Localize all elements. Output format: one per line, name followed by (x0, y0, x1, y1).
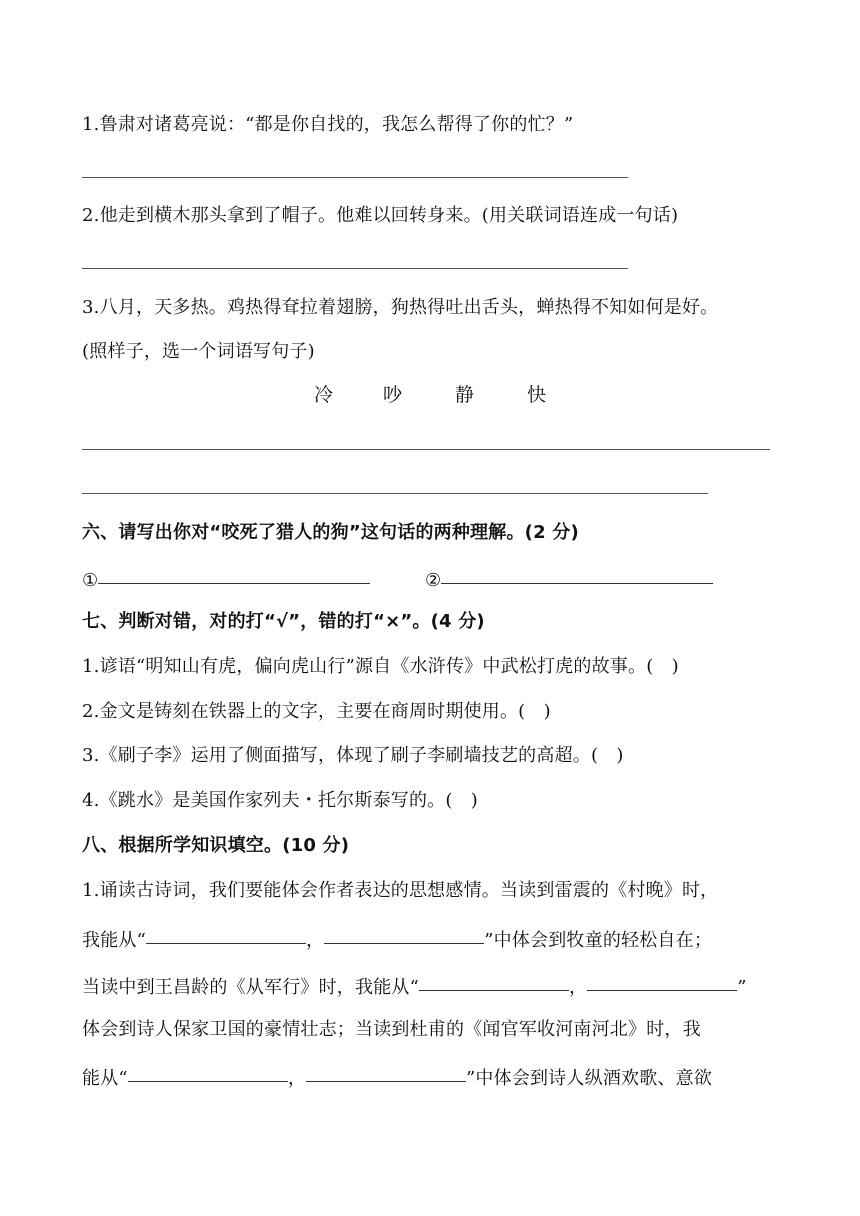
answer-line-5-2[interactable] (82, 268, 628, 269)
interpretation-2-blank[interactable] (441, 563, 713, 584)
judgment-item (82, 743, 624, 769)
section-6-heading: 六、请写出你对“咬死了猎人的狗”这句话的两种理解。(2 分) (82, 522, 579, 543)
poem-blank[interactable] (324, 923, 484, 944)
judgment-item-text: 4.《跳水》是美国作家列夫・托尔斯泰写的。 (82, 790, 446, 811)
word-choice: 吵 (383, 384, 403, 406)
fill-text: 能从“ (82, 1068, 128, 1089)
word-choice: 快 (527, 384, 547, 406)
fill-text: ， (287, 1068, 307, 1089)
fill-text: ” (737, 977, 747, 998)
question-5-3-line2: (照样子，选一个词语写句子) (82, 341, 315, 362)
fill-text: 我能从“ (82, 930, 147, 951)
judgment-item-text: 3.《刷子李》运用了侧面描写，体现了刷子李刷墙技艺的高超。 (82, 745, 591, 766)
fill-paragraph-line: 1.诵读古诗词，我们要能体会作者表达的思想感情。当读到雷震的《村晚》时， (82, 880, 719, 901)
fill-text: ”中体会到诗人纵酒欢歌、意欲 (466, 1068, 713, 1089)
interpretation-1-blank[interactable] (98, 563, 370, 584)
poem-blank[interactable] (419, 970, 569, 991)
word-choice: 静 (455, 384, 475, 406)
fill-paragraph-line (82, 972, 747, 1001)
answer-line-5-1[interactable] (82, 177, 628, 178)
fill-paragraph-line: 体会到诗人保家卫国的豪情壮志；当读到杜甫的《闻官军收河南河北》时，我 (82, 1019, 701, 1040)
question-5-3-line1: 3.八月，天多热。鸡热得耷拉着翅膀，狗热得吐出舌头，蝉热得不知如何是好。 (82, 297, 719, 318)
answer-line-5-3a[interactable] (82, 449, 770, 450)
judgment-item (82, 788, 478, 814)
judgment-item (82, 654, 679, 680)
interpretation-2 (425, 565, 713, 594)
question-5-1: 1.鲁肃对诸葛亮说：“都是你自找的，我怎么帮得了你的忙？” (82, 114, 574, 135)
interpretation-1 (82, 565, 370, 594)
section-7-heading: 七、判断对错，对的打“√”，错的打“×”。(4 分) (82, 611, 485, 632)
poem-blank[interactable] (128, 1061, 288, 1082)
fill-paragraph-line (82, 925, 712, 954)
judgment-answer-paren[interactable]: ( ) (518, 701, 551, 722)
answer-line-5-3b[interactable] (82, 493, 708, 494)
fill-text: 当读中到王昌龄的《从军行》时，我能从“ (82, 977, 420, 998)
question-5-2: 2.他走到横木那头拿到了帽子。他难以回转身来。(用关联词语连成一句话) (82, 205, 679, 226)
judgment-answer-paren[interactable]: ( ) (445, 790, 479, 811)
fill-text: ， (569, 977, 588, 998)
section-8-heading: 八、根据所学知识填空。(10 分) (82, 835, 350, 856)
fill-text: ”中体会到牧童的轻松自在； (484, 930, 713, 951)
judgment-answer-paren[interactable]: ( ) (646, 656, 679, 677)
word-choice: 冷 (314, 384, 334, 406)
fill-paragraph-line (82, 1063, 712, 1092)
poem-blank[interactable] (587, 970, 737, 991)
poem-blank[interactable] (306, 1061, 466, 1082)
interpretation-1-label: ① (82, 570, 99, 591)
judgment-item-text: 1.谚语“明知山有虎，偏向虎山行”源自《水浒传》中武松打虎的故事。 (82, 656, 647, 677)
judgment-answer-paren[interactable]: ( ) (590, 745, 624, 766)
poem-blank[interactable] (146, 923, 306, 944)
interpretation-2-label: ② (425, 570, 442, 591)
judgment-item (82, 699, 551, 725)
judgment-item-text: 2.金文是铸刻在铁器上的文字，主要在商周时期使用。 (82, 701, 519, 722)
fill-text: ， (306, 930, 325, 951)
